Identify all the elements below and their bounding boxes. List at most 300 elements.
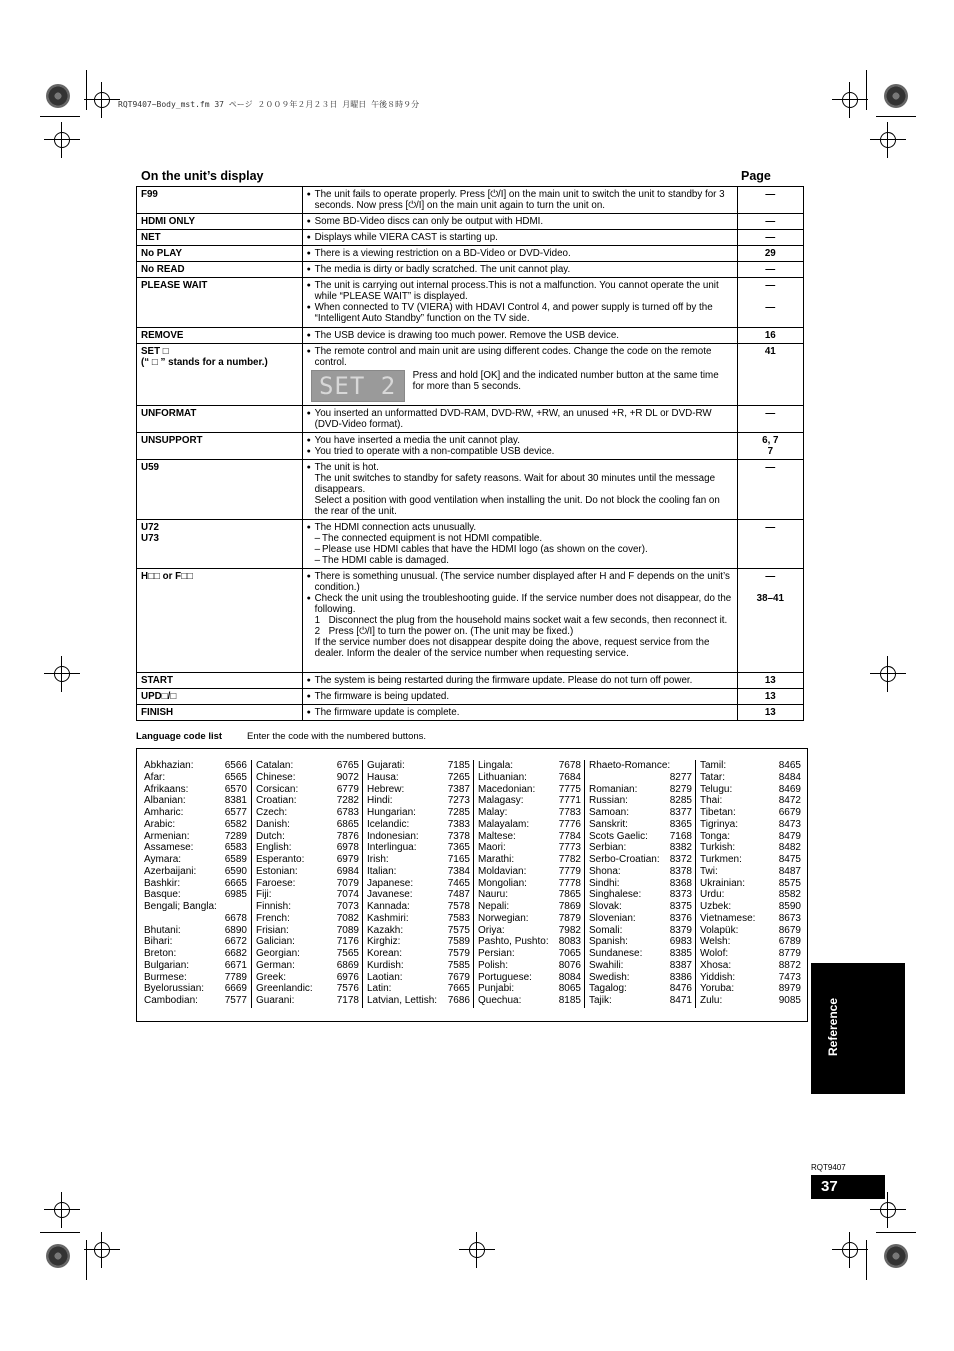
language-name: Maori:: [478, 842, 506, 854]
language-entry: [589, 972, 692, 984]
language-code: 7073: [336, 901, 359, 912]
language-entry: [700, 831, 801, 843]
language-entry: [144, 925, 247, 937]
page-ref: —: [737, 214, 803, 230]
language-name: Chinese:: [256, 771, 296, 783]
language-entry: [144, 901, 247, 913]
language-code: 7686: [447, 995, 470, 1006]
language-name: Faroese:: [256, 877, 296, 889]
language-entry: [144, 936, 247, 948]
language-name: Malagasy:: [478, 795, 524, 807]
page-ref: 16: [737, 328, 803, 344]
language-entry: [367, 760, 470, 772]
language-entry: [144, 960, 247, 972]
language-entry: [367, 772, 470, 784]
language-code: 6577: [224, 807, 247, 818]
language-code: 8487: [778, 865, 801, 877]
crosshair-mark-icon: [50, 128, 74, 152]
language-entry: [256, 889, 359, 901]
crosshair-mark-icon: [838, 88, 862, 112]
language-code: 7679: [447, 971, 470, 983]
language-code: 7684: [558, 771, 581, 783]
language-entry: [589, 807, 692, 819]
language-code: 8277: [669, 771, 692, 783]
language-code: 7576: [336, 983, 359, 995]
language-entry: [700, 972, 801, 984]
language-code: 7282: [336, 795, 359, 807]
language-name: Moldavian:: [478, 865, 527, 877]
language-code: 6590: [224, 865, 247, 877]
message-name: UNSUPPORT: [137, 433, 303, 460]
language-entry: [367, 936, 470, 948]
message-name: NET: [137, 230, 303, 246]
language-entry: [478, 866, 581, 878]
language-code: 7365: [447, 842, 470, 854]
language-entry: [256, 925, 359, 937]
language-code: 7178: [336, 995, 359, 1006]
language-code: 6865: [336, 818, 359, 830]
language-name: Mongolian:: [478, 877, 527, 889]
language-code: 7579: [447, 948, 470, 959]
language-code: 8065: [558, 983, 581, 995]
message-desc: ● The unit is carrying out internal process.This is not a malfunction. You cannot operate the unit while “PLEASE WAIT” is displayed. ● When connected to TV (VIERA) with HDAVI Control 4, and power supply is turned off by the “Intelligent Auto Standby” function on the TV side.: [302, 278, 737, 328]
language-entry: [589, 760, 692, 772]
language-entry: [589, 772, 692, 784]
language-code: 7784: [558, 830, 581, 842]
language-name: Sundanese:: [589, 948, 643, 959]
language-entry: [700, 878, 801, 890]
message-desc: ● The system is being restarted during the firmware update. Please do not turn off power.: [302, 673, 737, 689]
language-name: Latvian, Lettish:: [367, 995, 438, 1006]
language-name: Malay:: [478, 807, 508, 818]
language-name: Kannada:: [367, 901, 410, 912]
language-entry: [700, 913, 801, 925]
language-entry: [589, 854, 692, 866]
language-code: 6789: [778, 936, 801, 948]
language-entry: [256, 807, 359, 819]
crosshair-mark-icon: [50, 662, 74, 686]
language-entry: [700, 983, 801, 995]
language-code: 7773: [558, 842, 581, 854]
page-ref: —: [737, 262, 803, 278]
language-name: Lingala:: [478, 760, 514, 771]
message-desc: ● The USB device is drawing too much power. Remove the USB device.: [302, 328, 737, 344]
language-code: 8379: [669, 924, 692, 936]
language-code: 7776: [558, 818, 581, 830]
language-code: 8465: [778, 760, 801, 771]
language-code: 6566: [224, 760, 247, 771]
message-desc: ● The firmware is being updated.: [302, 689, 737, 705]
language-name: Tibetan:: [700, 807, 736, 818]
language-code: 7782: [558, 854, 581, 865]
language-name: Amharic:: [144, 807, 184, 818]
page-ref: — 38–41: [737, 569, 803, 673]
language-name: Singhalese:: [589, 889, 642, 901]
language-code: 8076: [558, 959, 581, 971]
language-name: Romanian:: [589, 783, 638, 795]
message-name: F99: [137, 187, 303, 214]
language-name: Danish:: [256, 818, 290, 830]
language-name: Rhaeto-Romance:: [589, 760, 671, 771]
language-entry: [367, 842, 470, 854]
registration-disc-icon: [884, 84, 908, 108]
crosshair-mark-icon: [876, 662, 900, 686]
language-name: Catalan:: [256, 760, 294, 771]
language-entry: [144, 760, 247, 772]
language-entry: [256, 878, 359, 890]
page-ref: —: [737, 406, 803, 433]
language-entry: [144, 889, 247, 901]
language-name: Russian:: [589, 795, 628, 807]
language-code: 7665: [447, 983, 470, 995]
language-name: Marathi:: [478, 854, 515, 865]
language-name: Arabic:: [144, 818, 176, 830]
language-code: 7771: [558, 795, 581, 807]
table-row: [137, 278, 804, 328]
language-entry: [367, 948, 470, 960]
page-ref: 29: [737, 246, 803, 262]
language-code: 7465: [447, 877, 470, 889]
message-desc: ● The media is dirty or badly scratched. The unit cannot play.: [302, 262, 737, 278]
language-entry: [367, 995, 470, 1007]
crosshair-mark-icon: [465, 1238, 489, 1262]
language-entry: [256, 854, 359, 866]
crosshair-mark-icon: [838, 1238, 862, 1262]
table-row: [137, 230, 804, 246]
message-name: U72 U73: [137, 520, 303, 569]
language-name: Esperanto:: [256, 854, 305, 865]
language-entry: [700, 901, 801, 913]
language-entry: [478, 772, 581, 784]
language-code: 8872: [778, 959, 801, 971]
language-code: 8377: [669, 807, 692, 818]
language-code: 8378: [669, 865, 692, 877]
language-name: Vietnamese:: [700, 912, 756, 924]
language-code: 7074: [336, 889, 359, 901]
message-name: No READ: [137, 262, 303, 278]
language-code: 8476: [669, 983, 692, 995]
language-code: 7384: [447, 865, 470, 877]
language-entry: [589, 925, 692, 937]
message-name: FINISH: [137, 705, 303, 721]
language-code: 7583: [447, 912, 470, 924]
language-code: 7783: [558, 807, 581, 818]
table-row: [137, 246, 804, 262]
language-name: Javanese:: [367, 889, 413, 901]
message-desc: ● The unit fails to operate properly. Press [⏻/I] on the main unit to switch the unit to standby for 3 seconds. Now press [⏻/I] on the main unit again to turn the unit on.: [302, 187, 737, 214]
language-name: Kirghiz:: [367, 936, 401, 948]
language-code: 7082: [336, 912, 359, 924]
language-code: 8376: [669, 912, 692, 924]
language-code: 8365: [669, 818, 692, 830]
language-name: Greek:: [256, 971, 287, 983]
language-code: 6890: [224, 924, 247, 936]
language-entry: [478, 819, 581, 831]
language-entry: [256, 983, 359, 995]
language-entry: [256, 831, 359, 843]
language-code: 7378: [447, 830, 470, 842]
language-name: Bengali; Bangla:: [144, 901, 217, 912]
language-name: Dutch:: [256, 830, 285, 842]
crosshair-mark-icon: [50, 1198, 74, 1222]
table-row: [137, 433, 804, 460]
language-name: Uzbek:: [700, 901, 732, 912]
language-entry: [144, 948, 247, 960]
language-name: Gujarati:: [367, 760, 405, 771]
language-entry: [478, 831, 581, 843]
language-name: Indonesian:: [367, 830, 419, 842]
language-entry: [144, 995, 247, 1007]
language-entry: [367, 983, 470, 995]
language-entry: [700, 795, 801, 807]
language-entry: [589, 913, 692, 925]
column-title-page: Page: [741, 169, 771, 183]
language-entry: [144, 795, 247, 807]
language-name: Guarani:: [256, 995, 295, 1006]
message-desc: ● There is something unusual. (The service number displayed after H and F depends on the unit’s condition.) ● Check the unit using the troubleshooting guide. If the service number does not disappear, do the following. 1 Disconnect the plug from the household mains socket wait a few seconds, then reconnect it. 2 Press [⏻/I] to turn the power on. (The unit may be fixed.) If the service number does not disappear despite doing the above, request service from the dealer. Inform the dealer of the service number when requesting service.: [302, 569, 737, 673]
crosshair-mark-icon: [876, 1198, 900, 1222]
language-code: 8471: [669, 995, 692, 1006]
language-entry: [589, 948, 692, 960]
language-code: 8673: [778, 912, 801, 924]
language-name: Pashto, Pushto:: [478, 936, 549, 948]
language-name: Nauru:: [478, 889, 509, 901]
lcd-display-image: SET 2: [311, 370, 405, 402]
language-entry: [256, 913, 359, 925]
language-entry: [589, 842, 692, 854]
language-code: 6665: [224, 877, 247, 889]
language-name: Quechua:: [478, 995, 522, 1006]
language-code: 8372: [669, 854, 692, 865]
language-code: 8386: [669, 971, 692, 983]
table-row: [137, 187, 804, 214]
language-entry: [367, 784, 470, 796]
language-code: 8382: [669, 842, 692, 854]
language-entry: [589, 784, 692, 796]
language-code: 7487: [447, 889, 470, 901]
language-name: Bihari:: [144, 936, 173, 948]
language-name: Xhosa:: [700, 959, 732, 971]
crop-line: [866, 70, 867, 110]
language-code: 6984: [336, 865, 359, 877]
language-column: [251, 760, 359, 1008]
language-name: Macedonian:: [478, 783, 536, 795]
message-name: UPD□/□: [137, 689, 303, 705]
language-entry: [256, 772, 359, 784]
message-name: H□□ or F□□: [137, 569, 303, 673]
language-entry: [589, 936, 692, 948]
language-code: 6671: [224, 959, 247, 971]
language-name: Abkhazian:: [144, 760, 194, 771]
language-code: 7065: [558, 948, 581, 959]
page-ref: 13: [737, 673, 803, 689]
language-entry: [478, 995, 581, 1007]
language-code: 8185: [558, 995, 581, 1006]
language-name: Yoruba:: [700, 983, 735, 995]
language-name: Norwegian:: [478, 912, 529, 924]
language-entry: [144, 854, 247, 866]
language-entry: [700, 784, 801, 796]
page-ref: —: [737, 187, 803, 214]
language-name: Somali:: [589, 924, 623, 936]
language-entry: [256, 842, 359, 854]
display-messages-table: [136, 186, 804, 721]
language-entry: [144, 784, 247, 796]
language-entry: [144, 807, 247, 819]
language-column: [473, 760, 581, 1008]
language-name: Latin:: [367, 983, 392, 995]
language-name: Galician:: [256, 936, 295, 948]
language-column: [140, 760, 247, 1008]
language-column: [362, 760, 470, 1008]
language-name: Shona:: [589, 865, 621, 877]
language-name: Urdu:: [700, 889, 725, 901]
language-code: 7789: [224, 971, 247, 983]
language-name: Hausa:: [367, 771, 399, 783]
language-name: Volapük:: [700, 924, 739, 936]
language-entry: [589, 878, 692, 890]
language-name: Malayalam:: [478, 818, 530, 830]
language-name: Frisian:: [256, 924, 289, 936]
language-entry: [256, 936, 359, 948]
table-row: [137, 569, 804, 673]
crop-line: [40, 1232, 80, 1233]
language-entry: [144, 913, 247, 925]
crosshair-mark-icon: [876, 128, 900, 152]
language-name: Scots Gaelic:: [589, 830, 648, 842]
language-entry: [700, 960, 801, 972]
language-entry: [144, 842, 247, 854]
language-name: Laotian:: [367, 971, 403, 983]
language-column: [695, 760, 801, 1008]
language-name: Cambodian:: [144, 995, 198, 1006]
language-name: Finnish:: [256, 901, 292, 912]
language-name: Tigrinya:: [700, 818, 738, 830]
language-entry: [589, 995, 692, 1007]
language-code: 8479: [778, 830, 801, 842]
language-code: 8575: [778, 877, 801, 889]
language-entry: [478, 878, 581, 890]
table-row: [137, 460, 804, 520]
language-entry: [478, 948, 581, 960]
language-entry: [256, 960, 359, 972]
language-code: 6570: [224, 783, 247, 795]
language-name: Interlingua:: [367, 842, 417, 854]
language-entry: [700, 842, 801, 854]
language-entry: [478, 925, 581, 937]
language-entry: [478, 842, 581, 854]
language-name: Thai:: [700, 795, 723, 807]
language-code: 8084: [558, 971, 581, 983]
language-code: 6783: [336, 807, 359, 818]
language-code: 8779: [778, 948, 801, 959]
language-entry: [367, 831, 470, 843]
language-entry: [478, 936, 581, 948]
language-name: Assamese:: [144, 842, 194, 854]
message-desc: ● There is a viewing restriction on a BD-Video or DVD-Video.: [302, 246, 737, 262]
language-entry: [144, 983, 247, 995]
language-entry: [700, 760, 801, 772]
language-entry: [367, 807, 470, 819]
language-code: 8279: [669, 783, 692, 795]
language-code: 7865: [558, 889, 581, 901]
language-code: 6582: [224, 818, 247, 830]
language-code: 9085: [778, 995, 801, 1006]
language-name: Yiddish:: [700, 971, 736, 983]
language-name: Armenian:: [144, 830, 190, 842]
table-row: [137, 705, 804, 721]
language-name: Icelandic:: [367, 818, 410, 830]
message-desc: ● Some BD-Video discs can only be output with HDMI.: [302, 214, 737, 230]
model-code: RQT9407: [811, 1163, 846, 1172]
language-code: 8373: [669, 889, 692, 901]
language-entry: [478, 960, 581, 972]
language-name: Welsh:: [700, 936, 731, 948]
language-code: 8475: [778, 854, 801, 865]
language-entry: [478, 913, 581, 925]
language-entry: [367, 819, 470, 831]
language-code: 8368: [669, 877, 692, 889]
language-code: 8375: [669, 901, 692, 912]
language-code: 8590: [778, 901, 801, 912]
language-entry: [589, 983, 692, 995]
language-entry: [589, 901, 692, 913]
crop-line: [40, 116, 80, 117]
language-name: Albanian:: [144, 795, 186, 807]
message-name: PLEASE WAIT: [137, 278, 303, 328]
message-desc: ● You have inserted a media the unit cannot play. ● You tried to operate with a non-compatible USB device.: [302, 433, 737, 460]
page-ref: 13: [737, 705, 803, 721]
language-code: 8473: [778, 818, 801, 830]
language-code: 7265: [447, 771, 470, 783]
message-desc: ● The unit is hot. The unit switches to standby for safety reasons. Wait for about 30 minutes until the message disappears. Select a position with good ventilation when installing the unit. Do not block the cooling fan on the rear of the unit.: [302, 460, 737, 520]
language-name: Wolof:: [700, 948, 729, 959]
language-code: 8482: [778, 842, 801, 854]
language-name: Hebrew:: [367, 783, 405, 795]
table-row: [137, 520, 804, 569]
page-ref: —: [737, 460, 803, 520]
table-row: [137, 673, 804, 689]
language-name: Italian:: [367, 865, 397, 877]
message-desc: ● You inserted an unformatted DVD-RAM, DVD-RW, +RW, an unused +R, +R DL or DVD-RW (DVD-Video format).: [302, 406, 737, 433]
language-code: 7775: [558, 783, 581, 795]
language-name: Maltese:: [478, 830, 516, 842]
language-list-instruction: Enter the code with the numbered buttons.: [247, 731, 427, 742]
language-code: 6976: [336, 971, 359, 983]
language-code: 7678: [558, 760, 581, 771]
language-name: Spanish:: [589, 936, 628, 948]
language-name: Czech:: [256, 807, 288, 818]
language-name: Afar:: [144, 771, 166, 783]
language-code: 6672: [224, 936, 247, 948]
language-entry: [367, 925, 470, 937]
registration-disc-icon: [46, 1244, 70, 1268]
language-code: 6678: [224, 912, 247, 924]
language-code: 7387: [447, 783, 470, 795]
language-code: 8484: [778, 771, 801, 783]
crosshair-mark-icon: [90, 88, 114, 112]
language-entry: [256, 995, 359, 1007]
language-code: 7565: [336, 948, 359, 959]
language-name: Persian:: [478, 948, 515, 959]
language-name: French:: [256, 912, 290, 924]
language-entry: [367, 972, 470, 984]
language-code: 7176: [336, 936, 359, 948]
language-name: Azerbaijani:: [144, 865, 197, 877]
crop-line: [866, 1240, 867, 1280]
language-entry: [700, 819, 801, 831]
language-name: Zulu:: [700, 995, 723, 1006]
